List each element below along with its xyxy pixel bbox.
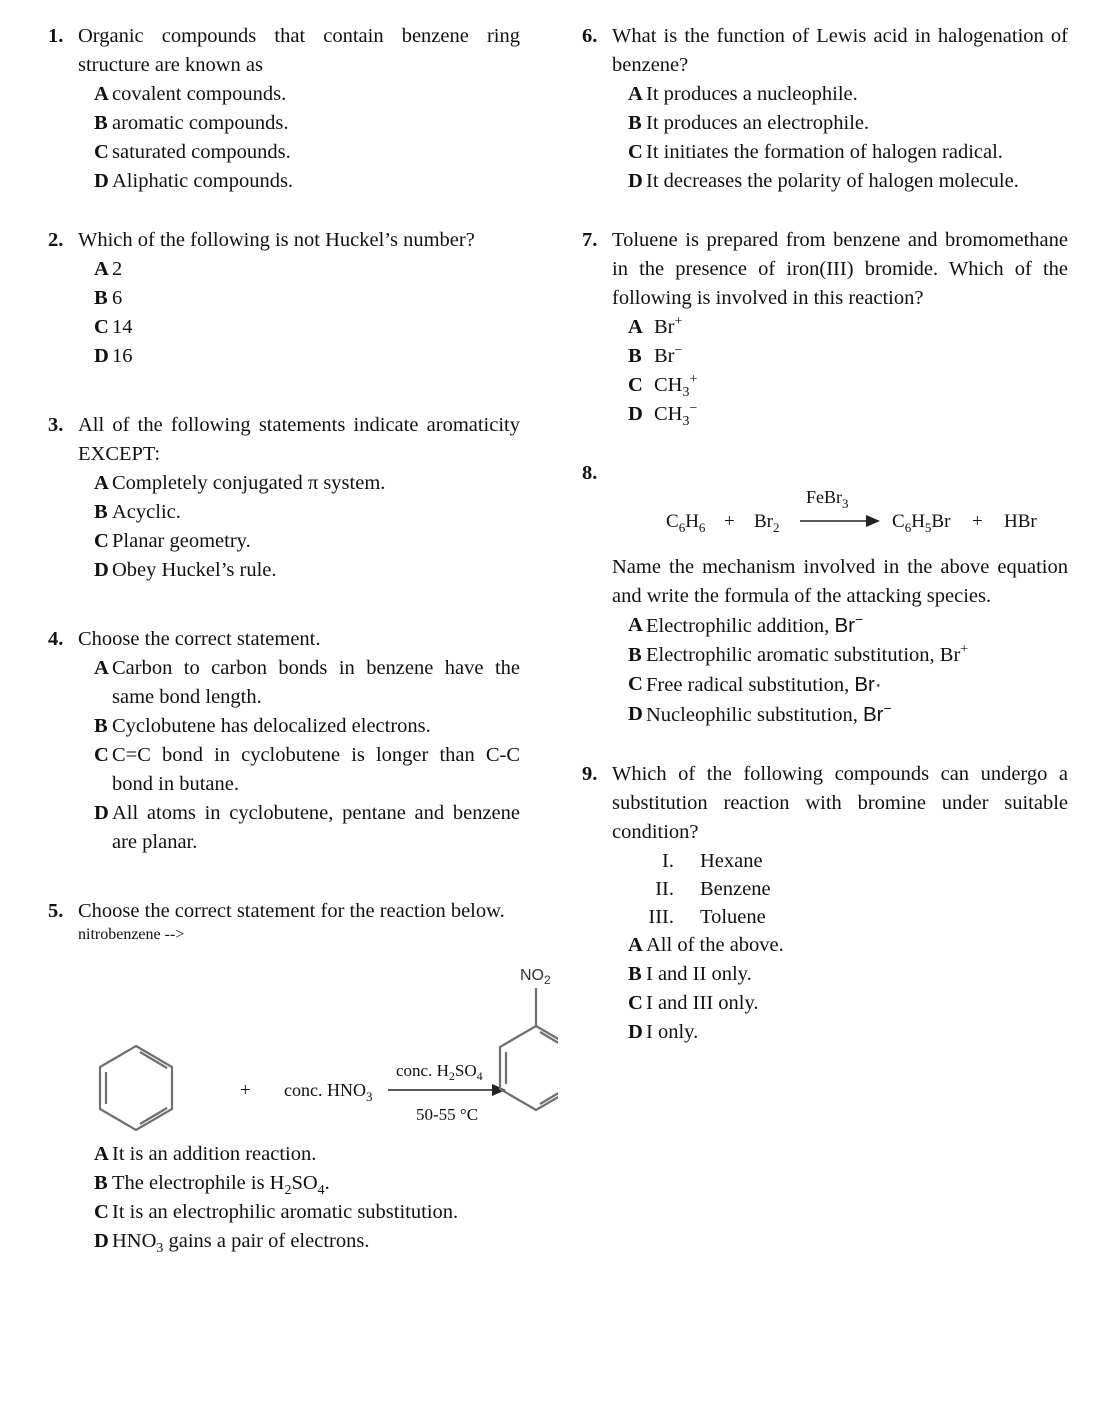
- option-text: Planar geometry.: [112, 530, 251, 552]
- option-letter: C: [94, 141, 109, 163]
- option-d[interactable]: [78, 799, 520, 857]
- reaction-scheme-nitration: [88, 950, 551, 1140]
- question-9: [578, 760, 1068, 1047]
- option-text-formula: Electrophilic aromatic substitution, Br+: [646, 642, 969, 666]
- option-b[interactable]: [612, 960, 1068, 989]
- option-letter: D: [94, 1230, 109, 1252]
- question-stem: Which of the following compounds can undergo a substitution reaction with bromine under suitable condition?: [612, 763, 1068, 843]
- question-1: [44, 22, 520, 196]
- right-column: [578, 22, 1068, 1047]
- reagent-label: [284, 1080, 372, 1104]
- spacer: [44, 857, 520, 897]
- option-text-formula: Br+: [654, 314, 683, 338]
- benzene-ring-reactant: [100, 1046, 172, 1130]
- question-stem: What is the function of Lewis acid in halogenation of benzene?: [612, 25, 1068, 76]
- spacer: [44, 196, 520, 226]
- question-stem: All of the following statements indicate aromaticity EXCEPT:: [78, 414, 520, 465]
- option-text: Aliphatic compounds.: [112, 170, 294, 192]
- option-letter: D: [628, 170, 643, 192]
- option-letter: D: [628, 1021, 643, 1043]
- option-text: covalent compounds.: [112, 83, 287, 105]
- option-a[interactable]: [612, 80, 1068, 109]
- options-list: [78, 469, 520, 585]
- option-letter: C: [94, 1201, 109, 1223]
- reagent-text: conc. HNO: [284, 1080, 366, 1100]
- options-list: [612, 80, 1068, 196]
- option-a[interactable]: [612, 611, 1068, 641]
- equation-product-hbr: HBr: [1004, 511, 1037, 532]
- equation-product-bromobenzene: $C_6H_5Br$: [892, 511, 951, 535]
- question-5: 5. Choose the correct statement for the reaction below. nitrobenzene --> + conc. $HNO_3$ conc. $H_2SO_4$ 50-55 °C $NO_2$ A It is an addition reaction. B The electrophile is $H_2SO_4$. C It is an electrophilic aromatic substitution. D $HNO_3$ gains a pair of electrons.: [44, 897, 520, 1256]
- option-letter: A: [94, 83, 109, 105]
- option-letter: C: [94, 316, 109, 338]
- option-letter: D: [628, 703, 643, 725]
- option-letter: C: [628, 374, 643, 396]
- question-stem: Toluene is prepared from benzene and bromomethane in the presence of iron(III) bromide. Which of the following is involved in this reaction?: [612, 229, 1068, 309]
- option-letter: A: [628, 83, 643, 105]
- option-text: It produces an electrophile.: [646, 112, 870, 134]
- option-c[interactable]: [78, 1198, 520, 1227]
- options-list: [78, 80, 520, 196]
- option-text: All of the above.: [646, 934, 784, 956]
- option-letter: D: [94, 802, 109, 824]
- option-c[interactable]: [78, 741, 520, 799]
- reaction-scheme-svg: [88, 950, 558, 1140]
- roman-numeral: II.: [655, 878, 674, 900]
- arrow-condition-temperature: 50-55 °C: [416, 1105, 479, 1124]
- spacer: [578, 730, 1068, 760]
- option-text: 14: [112, 316, 133, 338]
- roman-label: Toluene: [700, 906, 766, 928]
- option-c[interactable]: [612, 138, 1068, 167]
- question-number: 2.: [48, 229, 64, 251]
- reagent-subscript: 3: [365, 1089, 373, 1104]
- roman-numeral: III.: [648, 906, 674, 928]
- option-letter: A: [94, 472, 109, 494]
- option-text: I and III only.: [646, 992, 759, 1014]
- option-text: aromatic compounds.: [112, 112, 289, 134]
- option-letter: A: [94, 258, 109, 280]
- option-b[interactable]: [612, 342, 1068, 371]
- option-text: saturated compounds.: [112, 141, 291, 163]
- option-text: Acyclic.: [112, 501, 181, 523]
- question-stem: Choose the correct statement.: [78, 628, 321, 650]
- option-letter: D: [94, 170, 109, 192]
- option-d[interactable]: [78, 167, 520, 196]
- option-text: Carbon to carbon bonds in benzene have the same bond length.: [112, 657, 520, 708]
- option-text-formula: $CH_3^-$: [654, 401, 698, 430]
- option-letter: D: [628, 403, 643, 425]
- equation-plus-2: +: [972, 511, 983, 532]
- option-text-formula: $CH_3^+$: [654, 372, 698, 401]
- option-d[interactable]: [78, 556, 520, 585]
- options-list: [78, 255, 520, 371]
- option-text: I only.: [646, 1021, 699, 1043]
- option-b[interactable]: [78, 498, 520, 527]
- bromination-equation-svg: [620, 475, 1060, 553]
- option-text: C=C bond in cyclobutene is longer than C-C bond in butane.: [112, 744, 520, 795]
- option-c[interactable]: [78, 527, 520, 556]
- option-text: It is an electrophilic aromatic substitution.: [112, 1201, 459, 1223]
- option-letter: B: [628, 963, 642, 985]
- option-c[interactable]: [78, 138, 520, 167]
- question-number: 7.: [582, 229, 598, 251]
- option-text: 2: [112, 258, 123, 280]
- options-list: [78, 1140, 520, 1256]
- spacer: [578, 429, 1068, 459]
- option-letter: A: [628, 316, 643, 338]
- option-b[interactable]: [78, 109, 520, 138]
- option-letter: A: [628, 934, 643, 956]
- equation-reactant-bromine: $Br_2$: [754, 511, 780, 535]
- option-d[interactable]: [612, 167, 1068, 196]
- option-letter: B: [628, 112, 642, 134]
- question-2: [44, 226, 520, 371]
- option-d[interactable]: [612, 700, 1068, 730]
- option-text: I and II only.: [646, 963, 752, 985]
- option-text-formula: Free radical substitution, Br·: [646, 673, 882, 696]
- spacer: [44, 371, 520, 411]
- option-text: It initiates the formation of halogen radical.: [646, 141, 1003, 163]
- equation-plus-1: +: [724, 511, 735, 532]
- option-letter: D: [94, 345, 109, 367]
- roman-label: Benzene: [700, 878, 771, 900]
- nitro-group-label: $NO_2$: [520, 967, 551, 987]
- option-letter: B: [94, 1172, 108, 1194]
- roman-numeral-list: [612, 847, 1068, 931]
- question-number: 8.: [582, 462, 598, 484]
- question-3: [44, 411, 520, 585]
- spacer: [578, 196, 1068, 226]
- option-b[interactable]: [612, 641, 1068, 670]
- arrow-condition-catalyst: conc. $H_2SO_4$: [396, 1061, 483, 1083]
- option-text: 16: [112, 345, 133, 367]
- question-7: [578, 226, 1068, 429]
- bromination-equation: [620, 475, 1068, 553]
- question-4: [44, 625, 520, 857]
- option-text-formula: Nucleophilic substitution, Br−: [646, 700, 892, 726]
- question-stem: Organic compounds that contain benzene ring structure are known as: [78, 25, 520, 76]
- option-text-formula: $HNO_3$ gains a pair of electrons.: [112, 1230, 370, 1257]
- option-d[interactable]: [612, 1018, 1068, 1047]
- option-text: It is an addition reaction.: [112, 1143, 317, 1165]
- left-column: [44, 22, 551, 1257]
- roman-numeral: I.: [662, 850, 674, 872]
- question-number: 3.: [48, 414, 64, 436]
- option-text-formula: Electrophilic addition, Br−: [646, 611, 864, 637]
- equation-catalyst-label: FeBr$_3$: [806, 487, 849, 511]
- option-text-formula: Br−: [654, 343, 683, 367]
- option-letter: D: [94, 559, 109, 581]
- options-list: [612, 611, 1068, 730]
- reaction-arrow: [388, 1084, 506, 1096]
- option-a[interactable]: [78, 80, 520, 109]
- option-text: Cyclobutene has delocalized electrons.: [112, 715, 431, 737]
- list-item: [612, 875, 1068, 903]
- option-a[interactable]: [612, 931, 1068, 960]
- question-number: 6.: [582, 25, 598, 47]
- option-c[interactable]: [78, 313, 520, 342]
- option-letter: A: [628, 614, 643, 636]
- roman-label: Hexane: [700, 850, 763, 872]
- option-letter: B: [94, 501, 108, 523]
- option-letter: A: [94, 1143, 109, 1165]
- option-d[interactable]: [78, 342, 520, 371]
- option-b[interactable]: [78, 1169, 520, 1198]
- options-list: [612, 313, 1068, 429]
- option-letter: C: [628, 992, 643, 1014]
- question-number: 4.: [48, 628, 64, 650]
- option-c[interactable]: [612, 989, 1068, 1018]
- option-a[interactable]: [78, 469, 520, 498]
- question-stem: Choose the correct statement for the reaction below.: [78, 900, 505, 922]
- question-6: [578, 22, 1068, 196]
- option-letter: C: [628, 673, 643, 695]
- option-b[interactable]: [78, 712, 520, 741]
- option-text: All atoms in cyclobutene, pentane and benzene are planar.: [112, 802, 520, 853]
- option-c[interactable]: [612, 670, 1068, 700]
- option-a[interactable]: [78, 654, 520, 712]
- option-letter: C: [94, 530, 109, 552]
- equation-reactant-benzene: $C_6H_6$: [666, 511, 706, 535]
- list-item: [612, 903, 1068, 931]
- option-text-formula: The electrophile is $H_2SO_4$.: [112, 1172, 330, 1199]
- option-text: It produces a nucleophile.: [646, 83, 858, 105]
- question-stem: Which of the following is not Huckel’s number?: [78, 229, 475, 251]
- option-a[interactable]: [78, 255, 520, 284]
- option-b[interactable]: [612, 109, 1068, 138]
- option-text: Obey Huckel’s rule.: [112, 559, 277, 581]
- option-a[interactable]: [78, 1140, 520, 1169]
- question-number: 5.: [48, 900, 64, 922]
- question-number: 9.: [582, 763, 598, 785]
- option-letter: B: [628, 345, 642, 367]
- options-list: [612, 931, 1068, 1047]
- option-letter: C: [94, 744, 109, 766]
- equation-arrow: [800, 515, 880, 527]
- list-item: [612, 847, 1068, 875]
- option-letter: B: [94, 112, 108, 134]
- option-text: Completely conjugated π system.: [112, 472, 386, 494]
- plus-sign-operator: +: [240, 1080, 251, 1101]
- question-number: 1.: [48, 25, 64, 47]
- option-letter: B: [94, 715, 108, 737]
- options-list: [78, 654, 520, 857]
- option-text: 6: [112, 287, 123, 309]
- option-letter: B: [628, 644, 642, 666]
- question-8: [578, 459, 1068, 730]
- option-letter: C: [628, 141, 643, 163]
- option-c[interactable]: [612, 371, 1068, 400]
- nitrobenzene-product: [500, 988, 558, 1110]
- option-text: It decreases the polarity of halogen molecule.: [646, 170, 1019, 192]
- option-a[interactable]: [612, 313, 1068, 342]
- option-letter: A: [94, 657, 109, 679]
- spacer: [44, 585, 520, 625]
- option-d[interactable]: [612, 400, 1068, 429]
- question-stem: Name the mechanism involved in the above equation and write the formula of the attacking species.: [612, 556, 1068, 607]
- option-letter: B: [94, 287, 108, 309]
- option-b[interactable]: [78, 284, 520, 313]
- option-d[interactable]: [78, 1227, 520, 1256]
